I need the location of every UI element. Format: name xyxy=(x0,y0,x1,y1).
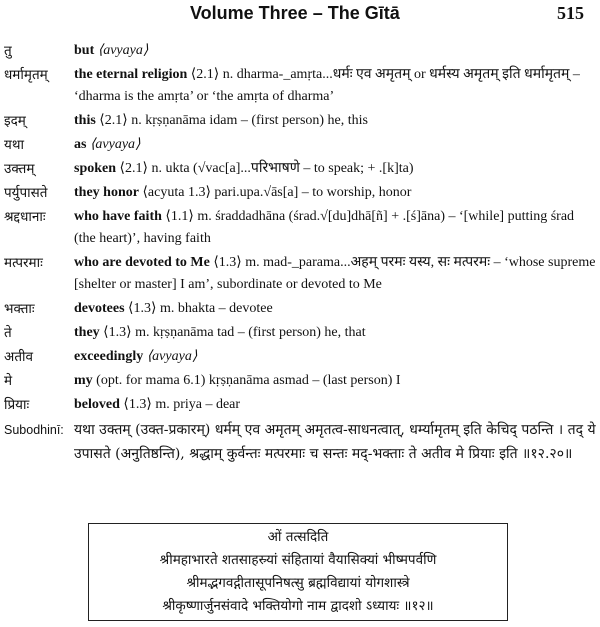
grammar-note: ⟨1.1⟩ m. śraddadhāna (śrad.√[du]dhā[ñ] + .[ś]āna) – ‘[while] putting śrad (the heart)’, having faith xyxy=(74,209,575,246)
chapter-colophon xyxy=(88,523,508,621)
english-gloss: they xyxy=(74,325,100,340)
definition xyxy=(74,110,596,132)
sanskrit-term: तु xyxy=(4,43,12,59)
page-header xyxy=(0,0,600,34)
definition xyxy=(74,182,596,204)
glossary-entry xyxy=(4,298,596,320)
grammar-note: (opt. for mama 6.1) kṛṣṇanāma asmad – (last person) I xyxy=(96,373,401,388)
sanskrit-term: इदम् xyxy=(4,113,26,129)
subodhini-label: Subodhinī: xyxy=(4,423,64,437)
grammar-note: ⟨1.3⟩ m. bhakta – devotee xyxy=(128,301,273,316)
sanskrit-term: श्रद्दधानाः xyxy=(4,209,46,225)
definition xyxy=(74,206,596,250)
grammar-note: ⟨1.3⟩ m. mad-_parama...अहम् परमः यस्य, सः मत्परमः – ‘whose supreme [shelter or master] I am’, subordinate or devoted to Me xyxy=(74,255,596,292)
definition xyxy=(74,346,596,368)
grammar-note: ⟨avyaya⟩ xyxy=(89,137,141,152)
glossary-entry xyxy=(4,40,596,62)
colophon-line: ओं तत्सदिति xyxy=(267,529,329,545)
english-gloss: this xyxy=(74,113,96,128)
definition xyxy=(74,252,596,296)
glossary-entry xyxy=(4,134,596,156)
definition xyxy=(74,322,596,344)
grammar-note: ⟨2.1⟩ n. dharma-_amṛta...धर्मः एव अमृतम् or धर्मस्य अमृतम् इति धर्मामृतम् – ‘dharma is the amṛta’ or ‘the amṛta of dharma’ xyxy=(74,67,580,104)
colophon-line: श्रीकृष्णार्जुनसंवादे भक्तियोगो नाम द्वादशो ऽध्यायः ॥१२॥ xyxy=(162,598,434,614)
sanskrit-term: प्रियाः xyxy=(4,397,30,413)
glossary-entry xyxy=(4,182,596,204)
definition xyxy=(74,370,596,392)
glossary-entry xyxy=(4,158,596,180)
english-gloss: who are devoted to Me xyxy=(74,255,210,270)
grammar-note: ⟨avyaya⟩ xyxy=(97,43,149,58)
english-gloss: spoken xyxy=(74,161,117,176)
subodhini-text: यथा उक्तम् (उक्त-प्रकारम्) धर्मम् एव अमृतम् अमृतत्व-साधनत्वात्, धर्म्यामृतम् इति केचिद् पठन्ति । तद् ये उपासते (अनुतिष्ठन्ति), श्रद्धाम् कुर्वन्तः मत्परमाः च सन्तः मद्-भक्ताः ते अतीव मे प्रियाः इति ॥१२.२०॥ xyxy=(74,422,596,462)
grammar-note: ⟨acyuta 1.3⟩ pari.upa.√ās[a] – to worship, honor xyxy=(142,185,412,200)
glossary-list xyxy=(4,40,596,418)
english-gloss: the eternal religion xyxy=(74,67,188,82)
grammar-note: ⟨1.3⟩ m. kṛṣṇanāma tad – (first person) he, that xyxy=(103,325,366,340)
glossary-entry xyxy=(4,394,596,416)
grammar-note: ⟨2.1⟩ n. kṛṣṇanāma idam – (first person) he, this xyxy=(99,113,368,128)
glossary-entry xyxy=(4,206,596,250)
glossary-entry xyxy=(4,110,596,132)
glossary-entry xyxy=(4,346,596,368)
english-gloss: devotees xyxy=(74,301,125,316)
grammar-note: ⟨1.3⟩ m. priya – dear xyxy=(123,397,241,412)
english-gloss: who have faith xyxy=(74,209,162,224)
sanskrit-term: मत्परमाः xyxy=(4,255,43,271)
definition xyxy=(74,298,596,320)
sanskrit-term: यथा xyxy=(4,137,24,153)
sanskrit-term: भक्ताः xyxy=(4,301,35,317)
page-number: 515 xyxy=(557,3,584,23)
grammar-note: ⟨avyaya⟩ xyxy=(146,349,198,364)
sanskrit-term: अतीव xyxy=(4,349,34,365)
definition xyxy=(74,134,596,156)
english-gloss: they honor xyxy=(74,185,139,200)
definition xyxy=(74,158,596,180)
definition xyxy=(74,394,596,416)
sanskrit-term: धर्मामृतम् xyxy=(4,67,48,83)
definition xyxy=(74,40,596,62)
definition xyxy=(74,64,596,108)
sanskrit-term: मे xyxy=(4,373,13,389)
glossary-entry xyxy=(4,322,596,344)
english-gloss: beloved xyxy=(74,397,120,412)
subodhini-commentary xyxy=(4,418,596,466)
english-gloss: as xyxy=(74,137,87,152)
colophon-line: श्रीमद्भगवद्गीतासूपनिषत्सु ब्रह्मविद्यायां योगशास्त्रे xyxy=(186,575,410,591)
glossary-entry xyxy=(4,370,596,392)
sanskrit-term: उक्तम् xyxy=(4,161,35,177)
sanskrit-term: पर्युपासते xyxy=(4,185,48,201)
sanskrit-term: ते xyxy=(4,325,12,341)
glossary-entry xyxy=(4,252,596,296)
grammar-note: ⟨2.1⟩ n. ukta (√vac[a]...परिभाषणे – to speak; + .[k]ta) xyxy=(119,161,414,176)
english-gloss: my xyxy=(74,373,93,388)
colophon-line: श्रीमहाभारते शतसाहस्र्यां संहितायां वैयासिक्यां भीष्मपर्वणि xyxy=(159,552,437,568)
english-gloss: exceedingly xyxy=(74,349,144,364)
english-gloss: but xyxy=(74,43,95,58)
glossary-entry xyxy=(4,64,596,108)
running-title: Volume Three – The Gītā xyxy=(190,3,400,23)
